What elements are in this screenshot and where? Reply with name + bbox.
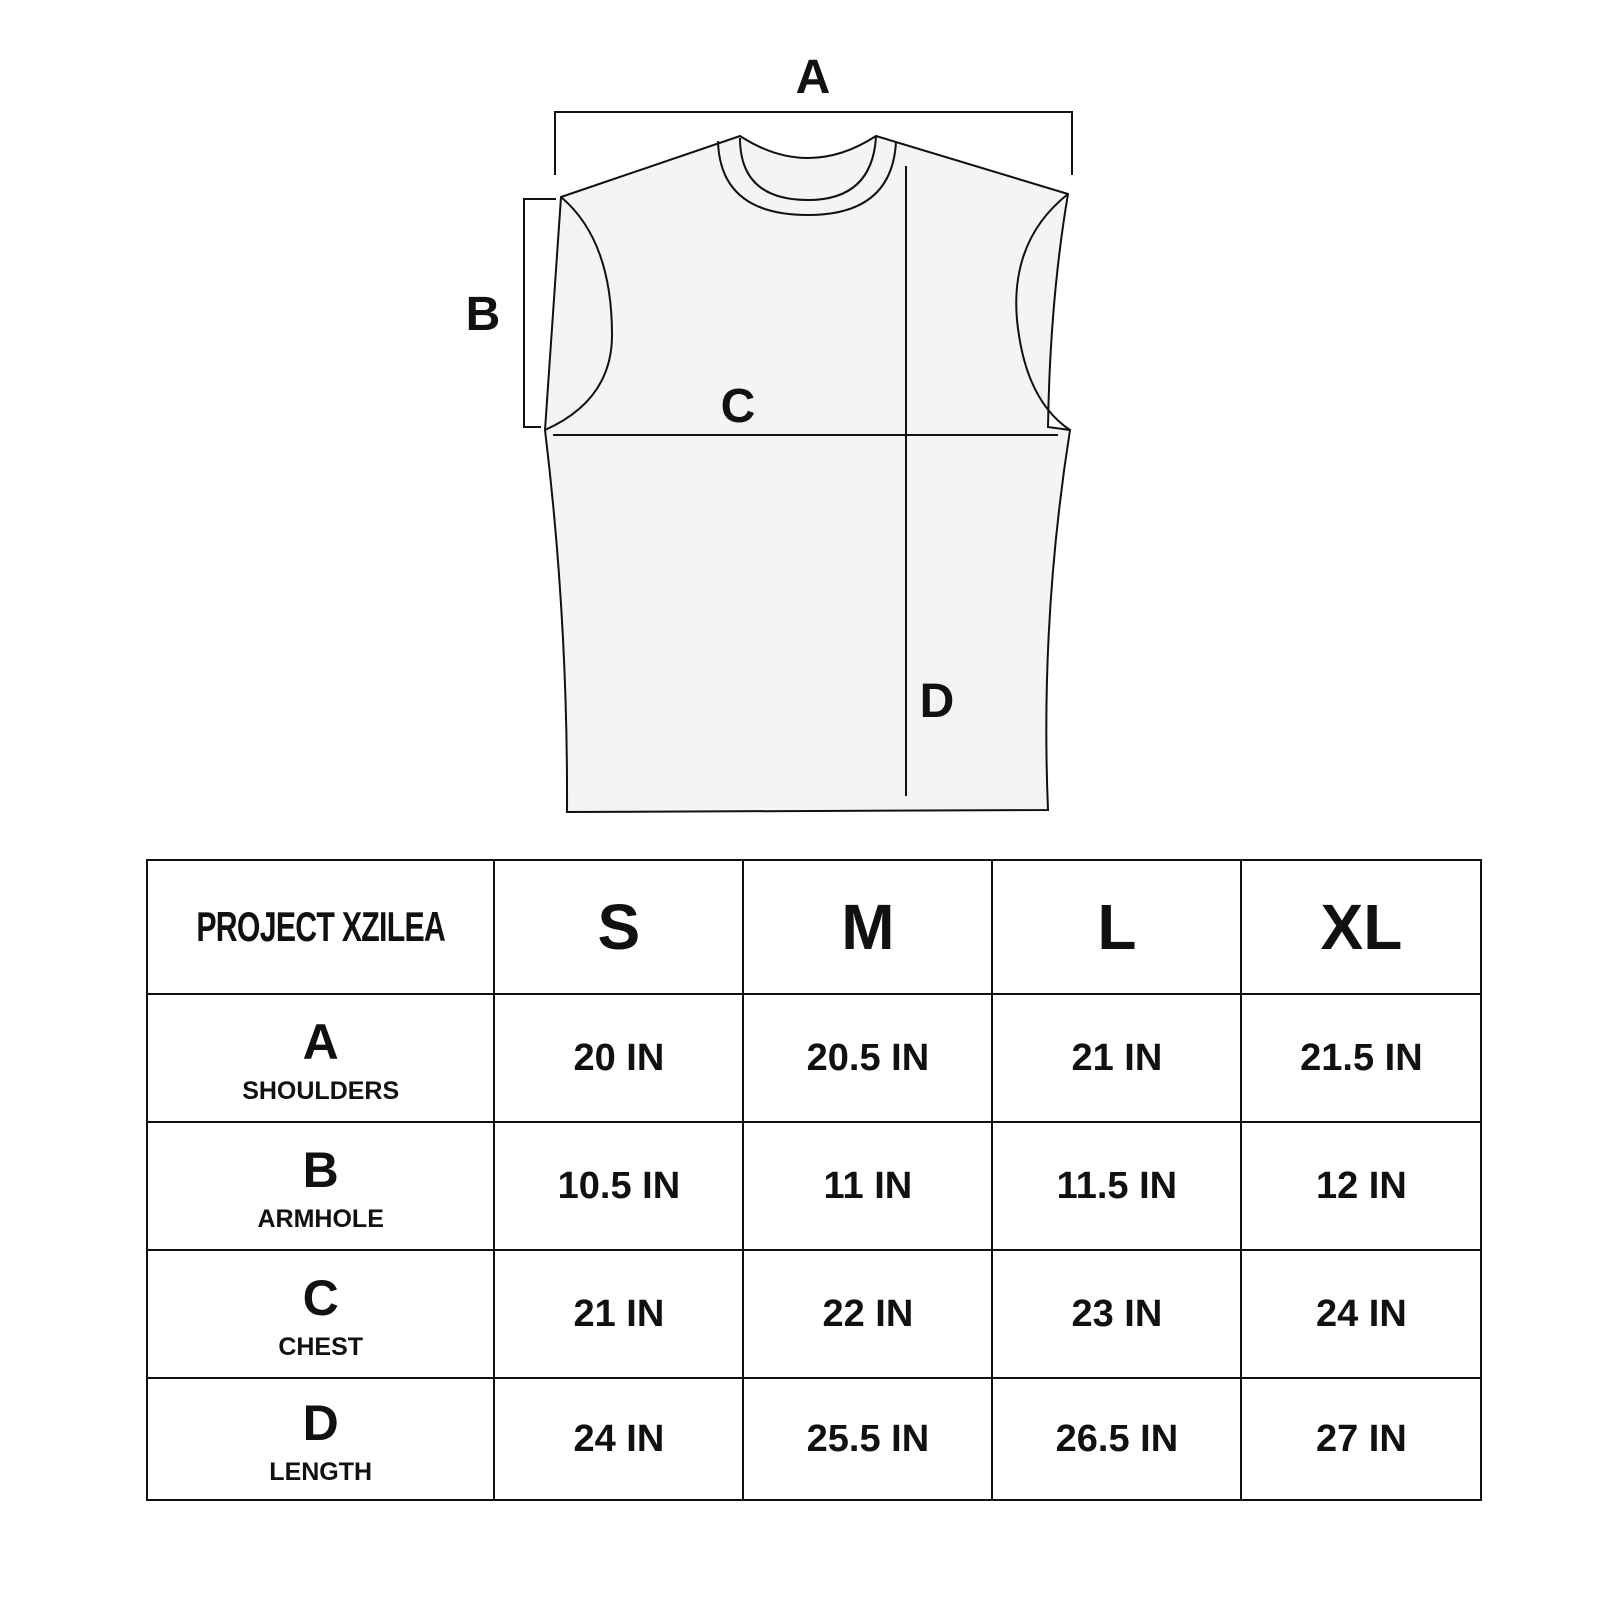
tank-top-outline xyxy=(545,136,1070,812)
measurement-letter: B xyxy=(302,1141,339,1198)
table-row xyxy=(147,994,1481,1122)
value-cell: 22 IN xyxy=(743,1250,992,1378)
value-cell: 27 IN xyxy=(1241,1378,1481,1500)
value-cell: 21 IN xyxy=(992,994,1241,1122)
label-b: B xyxy=(465,288,501,341)
size-header-l: L xyxy=(992,860,1241,994)
measurement-label-cell xyxy=(147,1250,494,1378)
measurement-label-cell xyxy=(147,1122,494,1250)
measurement-letter: C xyxy=(302,1269,339,1326)
table-row xyxy=(147,1122,1481,1250)
measurement-name: ARMHOLE xyxy=(257,1204,384,1233)
table-header-row xyxy=(147,860,1481,994)
measurement-name: CHEST xyxy=(278,1332,364,1361)
value-cell: 26.5 IN xyxy=(992,1378,1241,1500)
table-row xyxy=(147,1250,1481,1378)
measurement-name: SHOULDERS xyxy=(242,1076,400,1105)
measurement-letter: D xyxy=(302,1394,339,1451)
label-d: D xyxy=(919,675,955,728)
measurement-letter: A xyxy=(302,1013,339,1070)
size-chart-table xyxy=(146,859,1482,1501)
size-header-xl: XL xyxy=(1241,860,1481,994)
value-cell: 20.5 IN xyxy=(743,994,992,1122)
value-cell: 24 IN xyxy=(1241,1250,1481,1378)
measurement-label-cell xyxy=(147,994,494,1122)
value-cell: 24 IN xyxy=(494,1378,743,1500)
brand-cell xyxy=(147,860,494,994)
measurement-name: LENGTH xyxy=(269,1457,373,1486)
value-cell: 11 IN xyxy=(743,1122,992,1250)
value-cell: 20 IN xyxy=(494,994,743,1122)
value-cell: 12 IN xyxy=(1241,1122,1481,1250)
measurement-label-cell xyxy=(147,1378,494,1500)
value-cell: 11.5 IN xyxy=(992,1122,1241,1250)
value-cell: 21.5 IN xyxy=(1241,994,1481,1122)
value-cell: 25.5 IN xyxy=(743,1378,992,1500)
size-header-m: M xyxy=(743,860,992,994)
value-cell: 10.5 IN xyxy=(494,1122,743,1250)
value-cell: 23 IN xyxy=(992,1250,1241,1378)
value-cell: 21 IN xyxy=(494,1250,743,1378)
label-a: A xyxy=(795,51,831,104)
label-c: C xyxy=(720,380,756,433)
table-row xyxy=(147,1378,1481,1500)
brand-name: PROJECT XZILEA xyxy=(196,903,446,950)
size-header-s: S xyxy=(494,860,743,994)
